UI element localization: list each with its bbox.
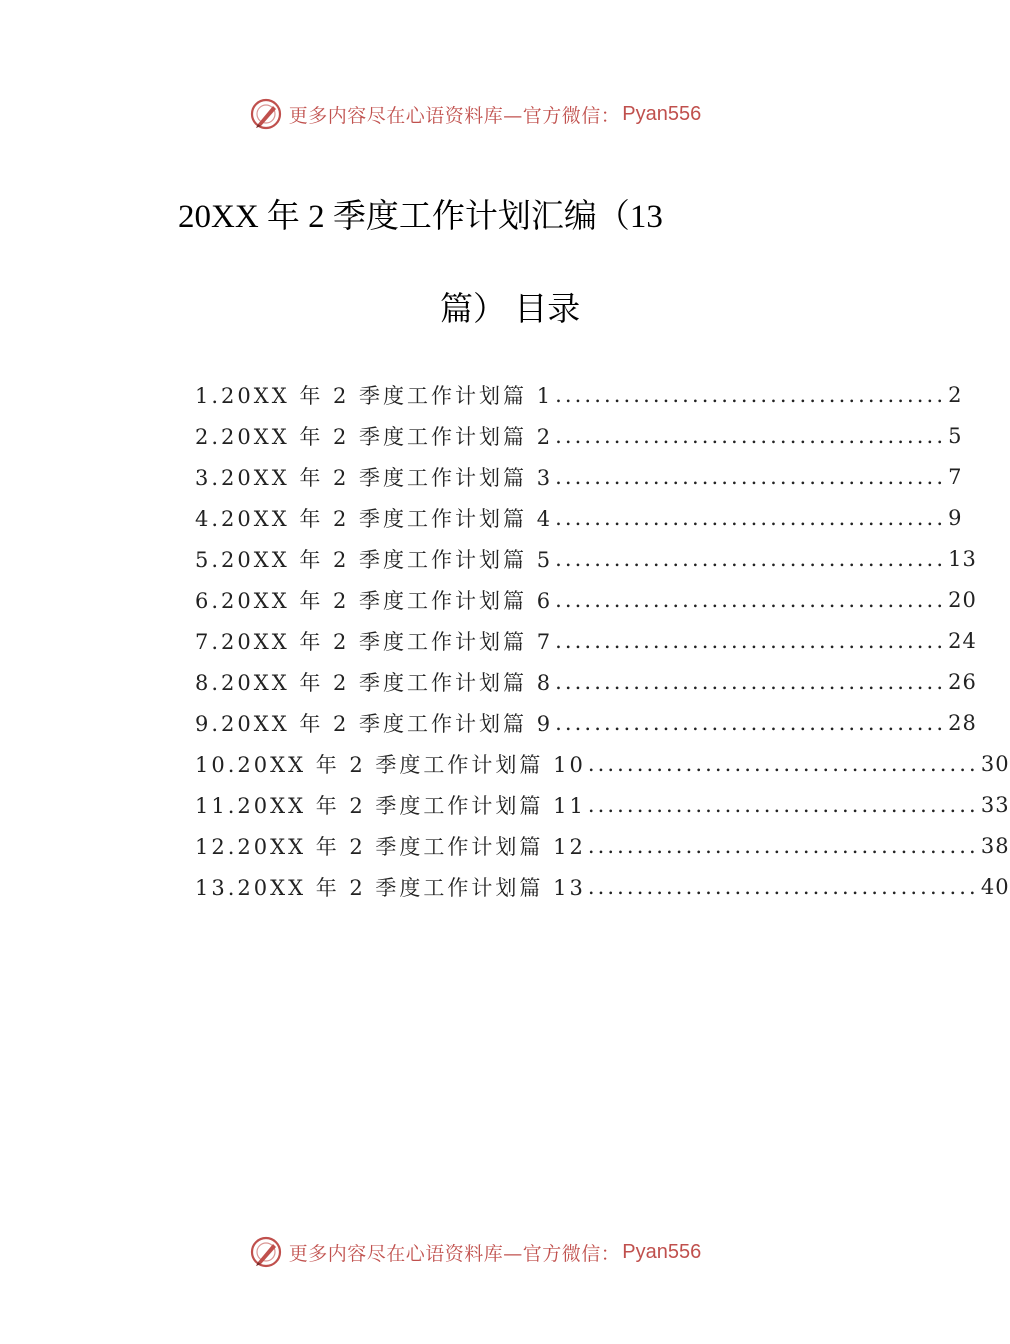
toc-leader-dots: ........................................ [555, 382, 947, 407]
toc-leader-dots: ........................................ [555, 505, 947, 530]
toc-entry-page: 5 [948, 423, 963, 448]
toc-leader-dots: ........................................ [587, 751, 979, 776]
document-title-line2: 篇） 目录 [440, 292, 581, 328]
toc-entry[interactable] [195, 784, 1010, 825]
toc-entry-page: 13 [948, 546, 977, 571]
toc-entry-page: 40 [980, 874, 1010, 899]
toc-entry-page: 24 [948, 628, 977, 653]
toc-entry-label: 8.20XX 年 2 季度工作计划篇 8 [195, 670, 554, 695]
toc-entry-label: 6.20XX 年 2 季度工作计划篇 6 [195, 588, 554, 613]
header-banner [0, 96, 950, 132]
banner-wechat-id: Pyan556 [622, 1240, 702, 1263]
toc-entry-page: 26 [948, 669, 977, 694]
toc-entry-label: 10.20XX 年 2 季度工作计划篇 10 [195, 752, 586, 777]
toc-entry-label: 5.20XX 年 2 季度工作计划篇 5 [195, 547, 554, 572]
toc-entry-page: 33 [980, 792, 1010, 817]
toc-entry[interactable] [195, 661, 977, 702]
toc-entry[interactable] [195, 538, 977, 579]
toc-leader-dots: ........................................ [555, 464, 947, 489]
toc-entry-page: 28 [948, 710, 977, 735]
toc-entry-page: 9 [948, 505, 963, 530]
toc-entry-label: 13.20XX 年 2 季度工作计划篇 13 [195, 875, 586, 900]
banner-wechat-id: Pyan556 [622, 102, 702, 125]
toc-entry-label: 3.20XX 年 2 季度工作计划篇 3 [195, 465, 554, 490]
toc-leader-dots: ........................................ [587, 792, 979, 817]
toc-entry-label: 2.20XX 年 2 季度工作计划篇 2 [195, 424, 554, 449]
toc-leader-dots: ........................................ [555, 546, 947, 571]
toc-leader-dots: ........................................ [555, 628, 947, 653]
toc-entry-page: 38 [980, 833, 1010, 858]
table-of-contents [195, 374, 1010, 907]
toc-entry[interactable] [195, 415, 963, 456]
toc-entry-label: 9.20XX 年 2 季度工作计划篇 9 [195, 711, 554, 736]
pen-logo-icon [249, 97, 283, 131]
toc-entry-page: 30 [980, 751, 1010, 776]
toc-leader-dots: ........................................ [587, 833, 979, 858]
toc-leader-dots: ........................................ [555, 710, 947, 735]
toc-entry-label: 4.20XX 年 2 季度工作计划篇 4 [195, 506, 554, 531]
footer-banner [0, 1234, 950, 1270]
toc-entry[interactable] [195, 825, 1010, 866]
banner-text: 更多内容尽在心语资料库—官方微信： [288, 104, 621, 127]
toc-entry[interactable] [195, 620, 977, 661]
toc-entry[interactable] [195, 456, 963, 497]
toc-entry[interactable] [195, 702, 977, 743]
toc-entry[interactable] [195, 374, 963, 415]
document-title-line1: 20XX 年 2 季度工作计划汇编（13 [178, 199, 663, 235]
toc-entry-page: 2 [948, 382, 963, 407]
toc-leader-dots: ........................................ [587, 874, 979, 899]
toc-leader-dots: ........................................ [555, 423, 947, 448]
toc-leader-dots: ........................................ [555, 669, 947, 694]
toc-entry-page: 20 [948, 587, 977, 612]
toc-entry-label: 1.20XX 年 2 季度工作计划篇 1 [195, 383, 554, 408]
toc-entry-label: 7.20XX 年 2 季度工作计划篇 7 [195, 629, 554, 654]
toc-entry-page: 7 [948, 464, 963, 489]
toc-entry[interactable] [195, 497, 963, 538]
pen-logo-icon [249, 1235, 283, 1269]
toc-entry[interactable] [195, 579, 977, 620]
toc-entry-label: 12.20XX 年 2 季度工作计划篇 12 [195, 834, 586, 859]
toc-entry-label: 11.20XX 年 2 季度工作计划篇 11 [195, 793, 586, 818]
banner-text: 更多内容尽在心语资料库—官方微信： [288, 1242, 621, 1265]
toc-leader-dots: ........................................ [555, 587, 947, 612]
toc-entry[interactable] [195, 866, 1010, 907]
toc-entry[interactable] [195, 743, 1010, 784]
